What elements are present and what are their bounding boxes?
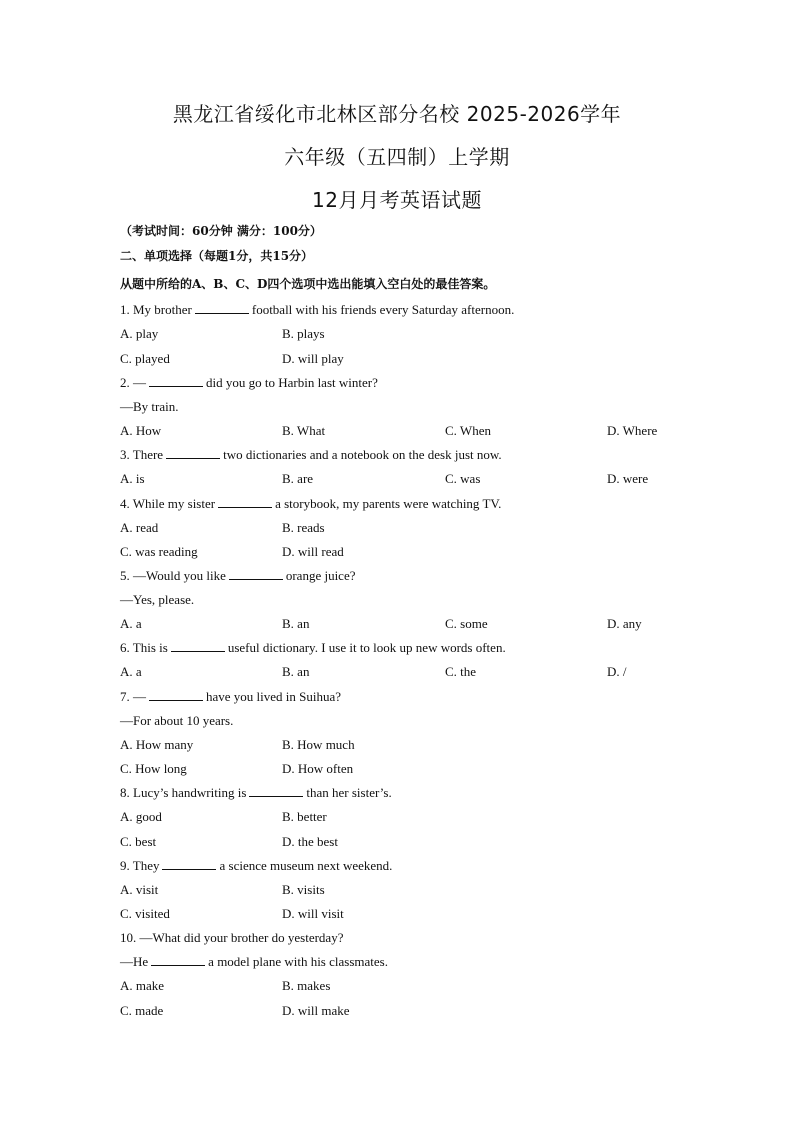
question-text: orange juice? (285, 568, 356, 583)
question-4 (120, 496, 501, 512)
question-text: 8. Lucy’s handwriting is (120, 785, 247, 800)
answer-blank (149, 375, 203, 387)
option-c: C. best (120, 834, 157, 849)
option-d: D. the best (282, 834, 338, 849)
question-6 (120, 640, 506, 656)
answer-blank (249, 785, 303, 797)
option-b: B. visits (282, 882, 325, 897)
option-a: A. play (120, 326, 159, 341)
title-line-2: 六年级（五四制）上学期 (284, 145, 510, 169)
option-c: C. When (445, 423, 491, 438)
option-a: A. good (120, 809, 162, 824)
option-d: D. will play (282, 351, 344, 366)
option-b: B. How much (282, 737, 355, 752)
question-text: 5. —Would you like (120, 568, 226, 583)
question-text: than her sister’s. (306, 785, 392, 800)
question-7 (120, 689, 341, 705)
question-text: 2. — (120, 375, 146, 390)
option-a: A. make (120, 978, 165, 993)
option-c: C. visited (120, 906, 170, 921)
answer-blank (218, 496, 272, 508)
question-3 (120, 447, 502, 463)
answer-blank (149, 689, 203, 701)
question-text: a model plane with his classmates. (208, 954, 388, 969)
title-line-1: 黑龙江省绥化市北林区部分名校 2025-2026学年 (172, 102, 622, 126)
option-d: D. How often (282, 761, 354, 776)
option-d: D. were (607, 471, 649, 486)
option-d: D. any (607, 616, 642, 631)
option-d: D. Where (607, 423, 658, 438)
option-c: C. was (445, 471, 481, 486)
question-text: 6. This is (120, 640, 168, 655)
question-1 (120, 302, 514, 318)
option-c: C. How long (120, 761, 187, 776)
option-a: A. a (120, 616, 142, 631)
question-text: 1. My brother (120, 302, 192, 317)
option-d: D. will make (282, 1003, 350, 1018)
question-text: did you go to Harbin last winter? (206, 375, 378, 390)
option-c: C. some (445, 616, 488, 631)
option-a: A. is (120, 471, 145, 486)
option-a: A. visit (120, 882, 159, 897)
section-heading: 二、单项选择（每题1分，共15分） (120, 249, 314, 263)
answer-blank (151, 954, 205, 966)
option-c: C. played (120, 351, 170, 366)
title-line-3: 12月月考英语试题 (312, 188, 482, 212)
option-c: C. the (445, 664, 477, 679)
option-c: C. was reading (120, 544, 198, 559)
option-b: B. reads (282, 520, 325, 535)
option-b: B. What (282, 423, 326, 438)
answer-blank (171, 640, 225, 652)
answer-blank (195, 302, 249, 314)
option-b: B. makes (282, 978, 331, 993)
question-text: 4. While my sister (120, 496, 216, 511)
question-text: 9. They (120, 858, 160, 873)
option-d: D. / (607, 664, 627, 679)
option-b: B. an (282, 664, 310, 679)
option-b: B. an (282, 616, 310, 631)
option-d: D. will visit (282, 906, 344, 921)
question-text: two dictionaries and a notebook on the desk just now. (223, 447, 502, 462)
question-text: a storybook, my parents were watching TV. (275, 496, 502, 511)
answer-blank (166, 447, 220, 459)
exam-info: （考试时间：60分钟 满分：100分） (120, 224, 322, 238)
question-8 (120, 785, 392, 801)
question-text: 3. There (120, 447, 164, 462)
option-b: B. are (282, 471, 314, 486)
question-text: have you lived in Suihua? (206, 689, 342, 704)
question-text: —He (120, 954, 149, 969)
option-a: A. read (120, 520, 159, 535)
question-10: 10. —What did your brother do yesterday? (120, 930, 344, 945)
option-a: A. How (120, 423, 162, 438)
option-a: A. How many (120, 737, 194, 752)
option-d: D. will read (282, 544, 344, 559)
option-b: B. plays (282, 326, 325, 341)
question-9 (120, 858, 392, 874)
question-text: a science museum next weekend. (219, 858, 393, 873)
question-reply (120, 954, 388, 970)
answer-blank (229, 568, 283, 580)
section-instruction: 从题中所给的A、B、C、D四个选项中选出能填入空白处的最佳答案。 (120, 277, 496, 291)
question-reply: —Yes, please. (120, 592, 195, 607)
answer-blank (162, 858, 216, 870)
question-2 (120, 375, 378, 391)
question-5 (120, 568, 356, 584)
option-b: B. better (282, 809, 327, 824)
option-a: A. a (120, 664, 142, 679)
question-reply: —For about 10 years. (120, 713, 234, 728)
question-text: football with his friends every Saturday afternoon. (251, 302, 515, 317)
question-reply: —By train. (120, 399, 179, 414)
question-text: 7. — (120, 689, 146, 704)
option-c: C. made (120, 1003, 164, 1018)
question-text: useful dictionary. I use it to look up new words often. (227, 640, 506, 655)
